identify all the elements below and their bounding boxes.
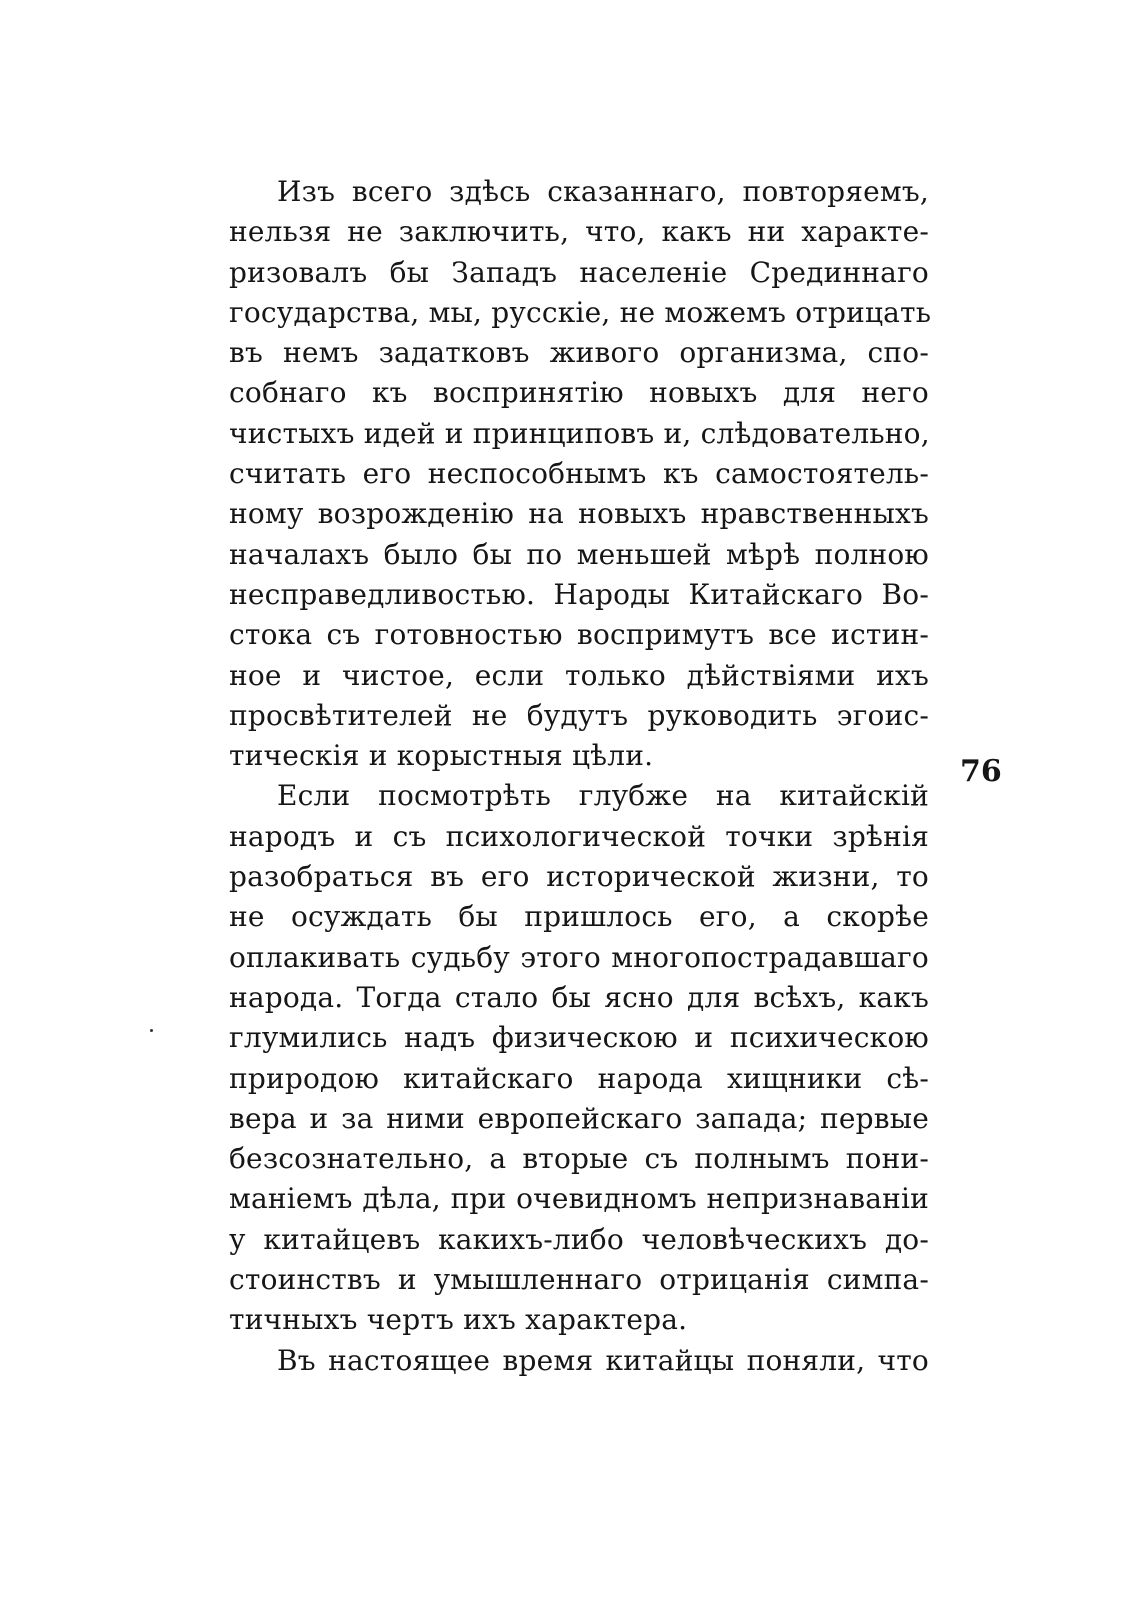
text-line: тическія и корыстныя цѣли. bbox=[229, 739, 654, 773]
text-line: тичныхъ чертъ ихъ характера. bbox=[229, 1303, 688, 1337]
text-line: ризовалъ бы Западъ населеніе Срединнаго bbox=[229, 255, 929, 289]
text-line: просвѣтителей не будутъ руководить эгоис- bbox=[229, 698, 929, 732]
text-line: Въ настоящее время китайцы поняли, что bbox=[277, 1343, 929, 1377]
text-line: государства, мы, русскіе, не можемъ отрицать bbox=[229, 295, 932, 329]
text-line: народъ и съ психологической точки зрѣнія bbox=[229, 819, 929, 853]
text-line: несправедливостью. Народы Китайскаго Во- bbox=[229, 577, 929, 611]
text-line: Изъ всего здѣсь сказаннаго, повторяемъ, bbox=[277, 175, 929, 208]
text-line: не осуждать бы пришлось его, а скорѣе bbox=[229, 900, 929, 934]
text-line: природою китайскаго народа хищники сѣ- bbox=[229, 1061, 929, 1095]
text-line: чистыхъ идей и принциповъ и, слѣдовательно, bbox=[229, 416, 930, 450]
text-line: считать его неспособнымъ къ самостоятель- bbox=[229, 457, 929, 491]
text-line: вера и за ними европейскаго запада; первые bbox=[229, 1101, 929, 1135]
text-line: маніемъ дѣла, при очевидномъ непризнаваніи bbox=[229, 1182, 929, 1216]
margin-speck bbox=[150, 1029, 153, 1032]
text-line: разобраться въ его исторической жизни, то bbox=[229, 860, 929, 894]
body-text bbox=[229, 172, 932, 1381]
text-line: нельзя не заключить, что, какъ ни характе- bbox=[229, 215, 929, 249]
text-line: глумились надъ физическою и психическою bbox=[229, 1021, 929, 1055]
text-line: оплакивать судьбу этого многопострадавшаго bbox=[229, 940, 929, 974]
text-line: стока съ готовностью воспримутъ все истин- bbox=[229, 618, 929, 652]
text-line: началахъ было бы по меньшей мѣрѣ полною bbox=[229, 537, 929, 571]
page-number: 76 bbox=[960, 754, 1002, 789]
text-line: собнаго къ воспринятію новыхъ для него bbox=[229, 376, 929, 410]
text-line: у китайцевъ какихъ-либо человѣческихъ до- bbox=[229, 1222, 929, 1256]
text-line: въ немъ задатковъ живого организма, спо- bbox=[229, 336, 929, 370]
text-line: безсознательно, а вторые съ полнымъ пони- bbox=[229, 1142, 929, 1176]
text-line: народа. Тогда стало бы ясно для всѣхъ, какъ bbox=[229, 980, 929, 1014]
text-line: стоинствъ и умышленнаго отрицанія симпа- bbox=[229, 1263, 929, 1297]
text-line: ное и чистое, если только дѣйствіями ихъ bbox=[229, 658, 929, 692]
text-line: ному возрожденію на новыхъ нравственныхъ bbox=[229, 497, 929, 531]
text-line: Если посмотрѣть глубже на китайскій bbox=[277, 779, 929, 813]
